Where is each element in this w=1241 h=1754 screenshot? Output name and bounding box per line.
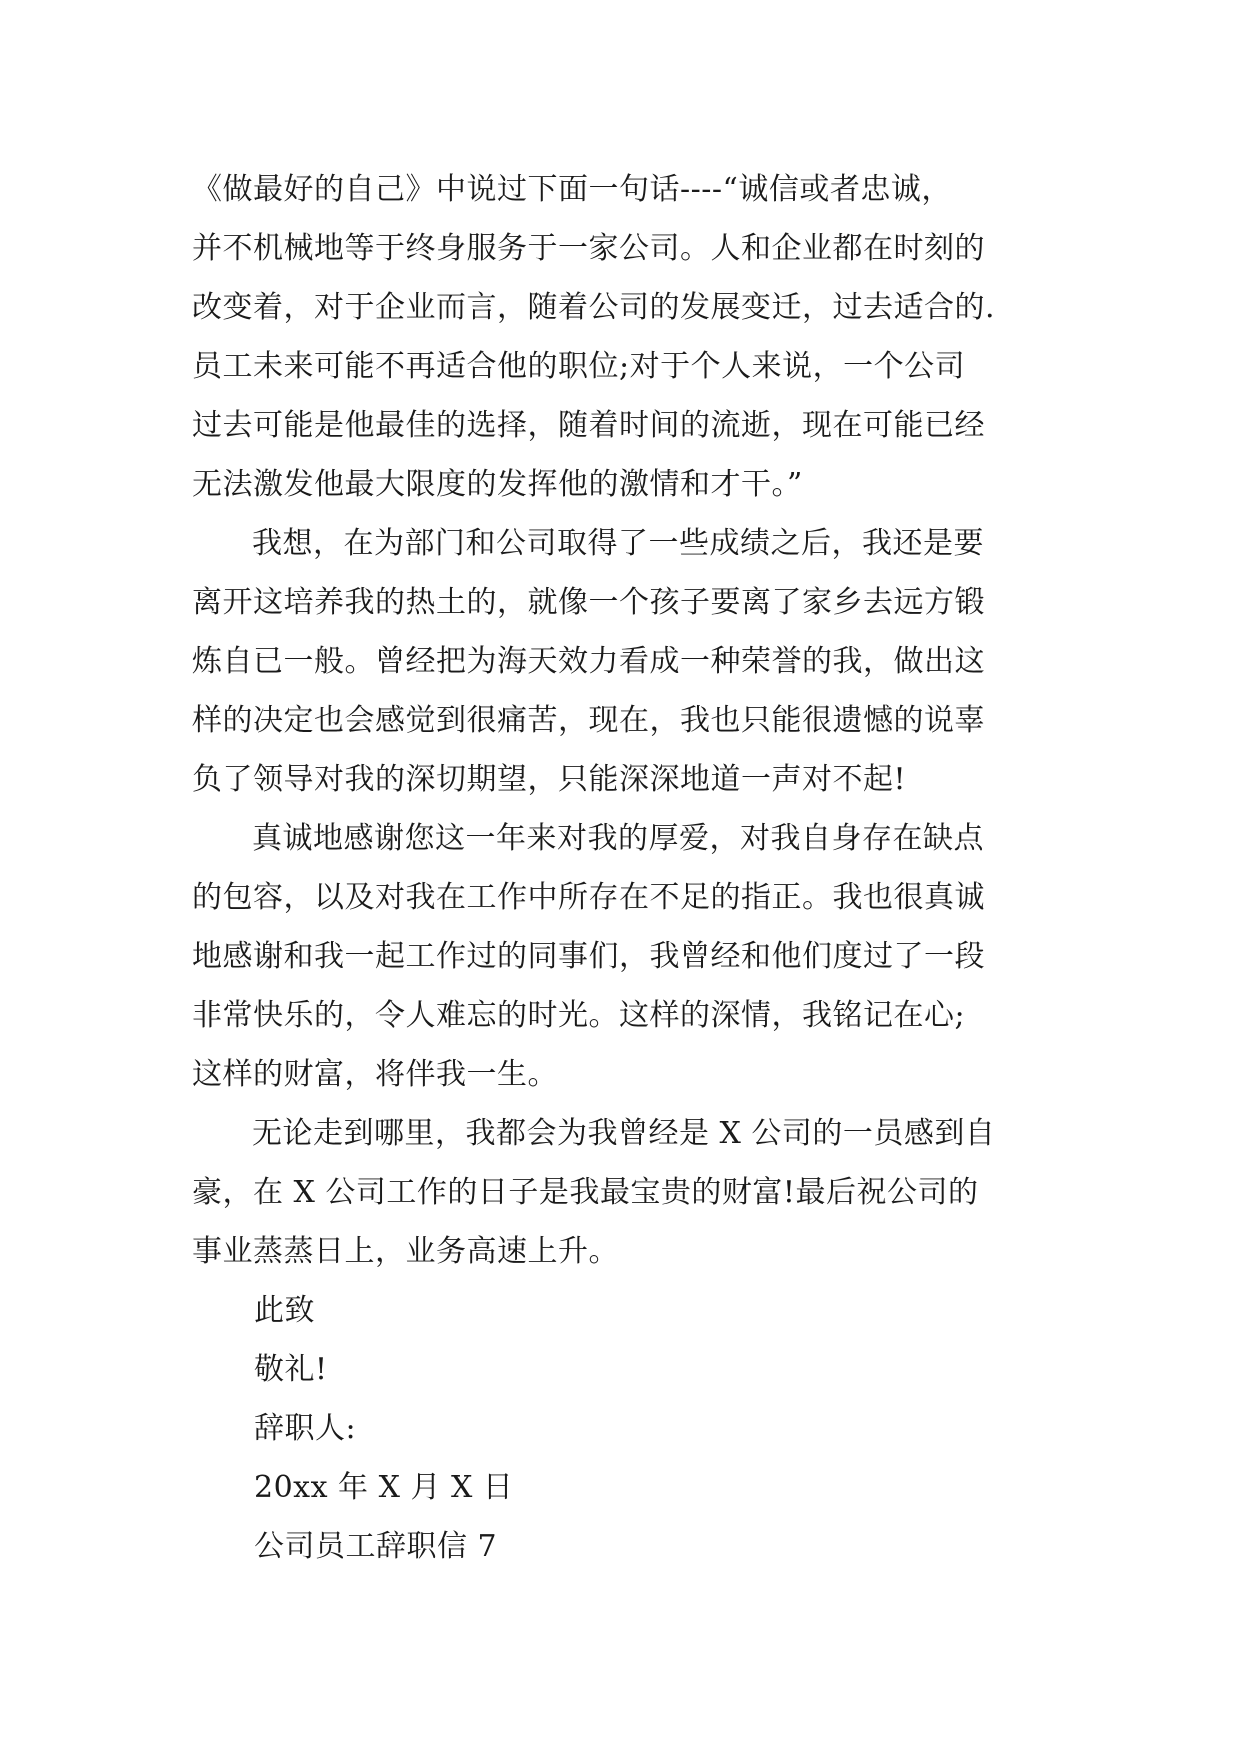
text-line: 豪，在 X 公司工作的日子是我最宝贵的财富!最后祝公司的 [192, 1175, 979, 1210]
closing-salutation: 此致 [254, 1293, 315, 1328]
text-line: 员工未来可能不再适合他的职位;对于个人来说，一个公司 [192, 349, 966, 384]
text-line: 改变着，对于企业而言，随着公司的发展变迁，过去适合的. [192, 290, 996, 325]
text-line: 炼自已一般。曾经把为海天效力看成一种荣誉的我，做出这 [192, 644, 985, 679]
closing-regards: 敬礼! [254, 1352, 328, 1387]
text-line: 离开这培养我的热土的，就像一个孩子要离了家乡去远方锻 [192, 585, 985, 620]
letter-date: 20xx 年 X 月 X 日 [254, 1470, 514, 1505]
next-letter-heading: 公司员工辞职信 7 [254, 1529, 498, 1564]
text-line: 过去可能是他最佳的选择，随着时间的流逝，现在可能已经 [192, 408, 985, 443]
text-line: 这样的财富，将伴我一生。 [192, 1057, 558, 1092]
text-line: 的包容，以及对我在工作中所存在不足的指正。我也很真诚 [192, 880, 985, 915]
text-line: 地感谢和我一起工作过的同事们，我曾经和他们度过了一段 [192, 939, 985, 974]
letter-body [192, 160, 1062, 1576]
paragraph-thanks [192, 809, 1062, 1104]
text-line: 样的决定也会感觉到很痛苦，现在，我也只能很遗憾的说辜 [192, 703, 985, 738]
text-line: 真诚地感谢您这一年来对我的厚爱，对我自身存在缺点 [252, 821, 984, 856]
text-line: 事业蒸蒸日上，业务高速上升。 [192, 1234, 619, 1269]
text-line: 负了领导对我的深切期望，只能深深地道一声对不起! [192, 762, 907, 797]
signer-label: 辞职人: [254, 1411, 357, 1446]
text-line: 非常快乐的，令人难忘的时光。这样的深情，我铭记在心; [192, 998, 966, 1033]
text-line: 《做最好的自己》中说过下面一句话----“诚信或者忠诚， [192, 172, 952, 207]
text-line: 无论走到哪里，我都会为我曾经是 X 公司的一员感到自 [252, 1116, 996, 1151]
paragraph-quote [192, 160, 1062, 514]
paragraph-wishes [192, 1104, 1062, 1281]
text-line: 无法激发他最大限度的发挥他的激情和才干。” [192, 467, 803, 502]
text-line: 并不机械地等于终身服务于一家公司。人和企业都在时刻的 [192, 231, 985, 266]
text-line: 我想，在为部门和公司取得了一些成绩之后，我还是要 [252, 526, 984, 561]
paragraph-decision [192, 514, 1062, 809]
